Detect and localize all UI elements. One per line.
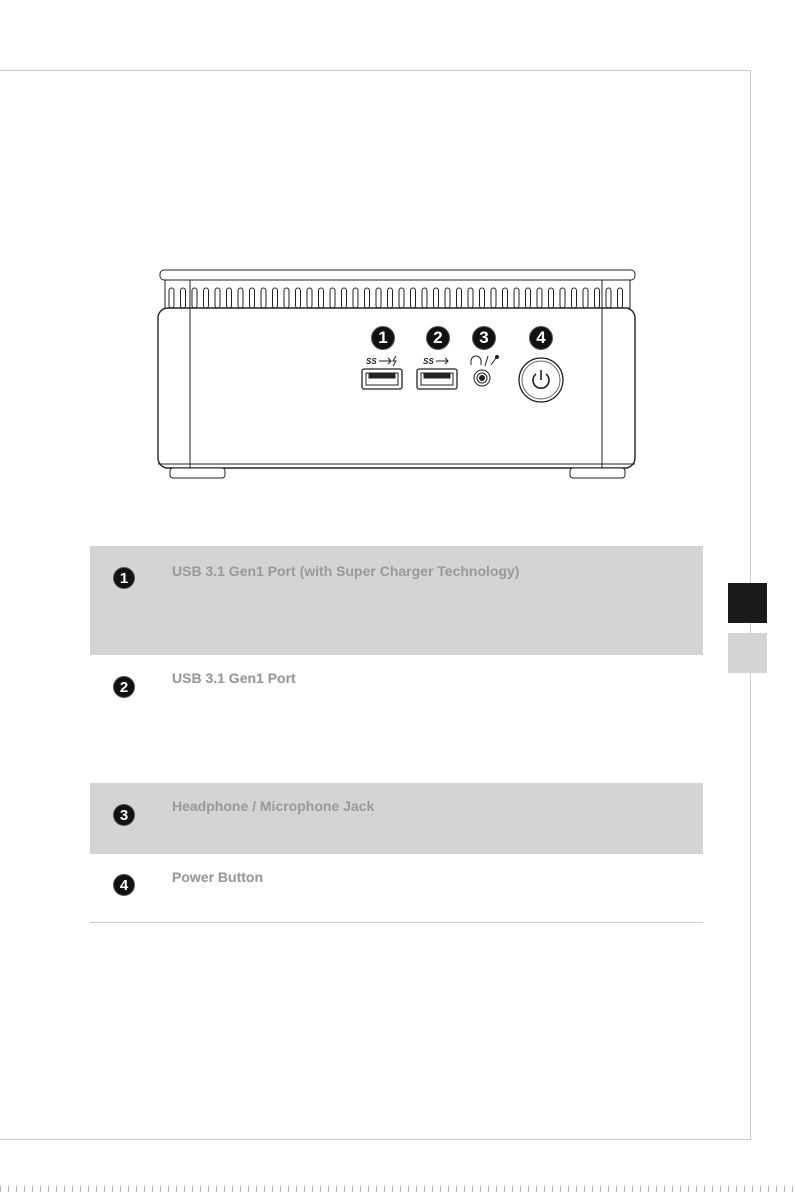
vent-fin — [595, 288, 600, 308]
vent-fin — [365, 288, 370, 308]
svg-text:SS: SS — [423, 357, 434, 366]
legend-row — [90, 655, 703, 783]
vent-fin — [319, 288, 324, 308]
vent-fin — [514, 288, 519, 308]
vent-fin — [422, 288, 427, 308]
chapter-tab-active — [728, 583, 767, 623]
vent-fin — [618, 288, 623, 308]
vent-fin — [284, 288, 289, 308]
legend-number: 3 — [113, 804, 135, 826]
legend-label: Power Button — [172, 869, 263, 885]
vent-fin — [549, 288, 554, 308]
vent-fin — [296, 288, 301, 308]
mini-pc-drawing — [155, 268, 640, 483]
vent-fin — [457, 288, 462, 308]
vent-fin — [388, 288, 393, 308]
legend-row — [90, 854, 703, 922]
vent-fin — [526, 288, 531, 308]
vent-fin — [583, 288, 588, 308]
vent-fin — [399, 288, 404, 308]
vent-fin — [250, 288, 255, 308]
vent-fin — [330, 288, 335, 308]
legend-label: USB 3.1 Gen1 Port — [172, 670, 296, 686]
vent-fin — [353, 288, 358, 308]
callout-3: 3 — [472, 326, 496, 350]
vent-fin — [537, 288, 542, 308]
vent-fin — [606, 288, 611, 308]
vent-fin — [572, 288, 577, 308]
vent-fin — [307, 288, 312, 308]
mini-pc-front-illustration — [155, 268, 640, 483]
vent-fin — [192, 288, 197, 308]
vent-fin — [468, 288, 473, 308]
vent-fin — [376, 288, 381, 308]
legend-row — [90, 783, 703, 854]
vent-fin — [434, 288, 439, 308]
vent-fin — [169, 288, 174, 308]
callout-2: 2 — [426, 326, 450, 350]
vent-fin — [342, 288, 347, 308]
legend-divider — [90, 922, 703, 923]
callout-4: 4 — [529, 326, 553, 350]
vent-fin — [480, 288, 485, 308]
page-edge-marks — [0, 1186, 795, 1192]
legend-label: USB 3.1 Gen1 Port (with Super Charger Technology) — [172, 563, 520, 579]
vent-fin — [503, 288, 508, 308]
callout-1: 1 — [371, 326, 395, 350]
vent-fin — [445, 288, 450, 308]
legend-label: Headphone / Microphone Jack — [172, 798, 375, 814]
vent-fin — [227, 288, 232, 308]
legend-number: 1 — [113, 567, 135, 589]
vent-fin — [215, 288, 220, 308]
vent-fin — [181, 288, 186, 308]
svg-text:SS: SS — [366, 357, 377, 366]
legend-number: 4 — [113, 874, 135, 896]
vent-fin — [411, 288, 416, 308]
vent-fin — [491, 288, 496, 308]
vent-fin — [273, 288, 278, 308]
vent-fin — [261, 288, 266, 308]
chapter-tab — [728, 633, 767, 673]
legend-number: 2 — [113, 676, 135, 698]
vent-fin — [204, 288, 209, 308]
port-legend — [90, 546, 703, 922]
vent-fin — [560, 288, 565, 308]
legend-row — [90, 546, 703, 655]
vent-fin — [238, 288, 243, 308]
